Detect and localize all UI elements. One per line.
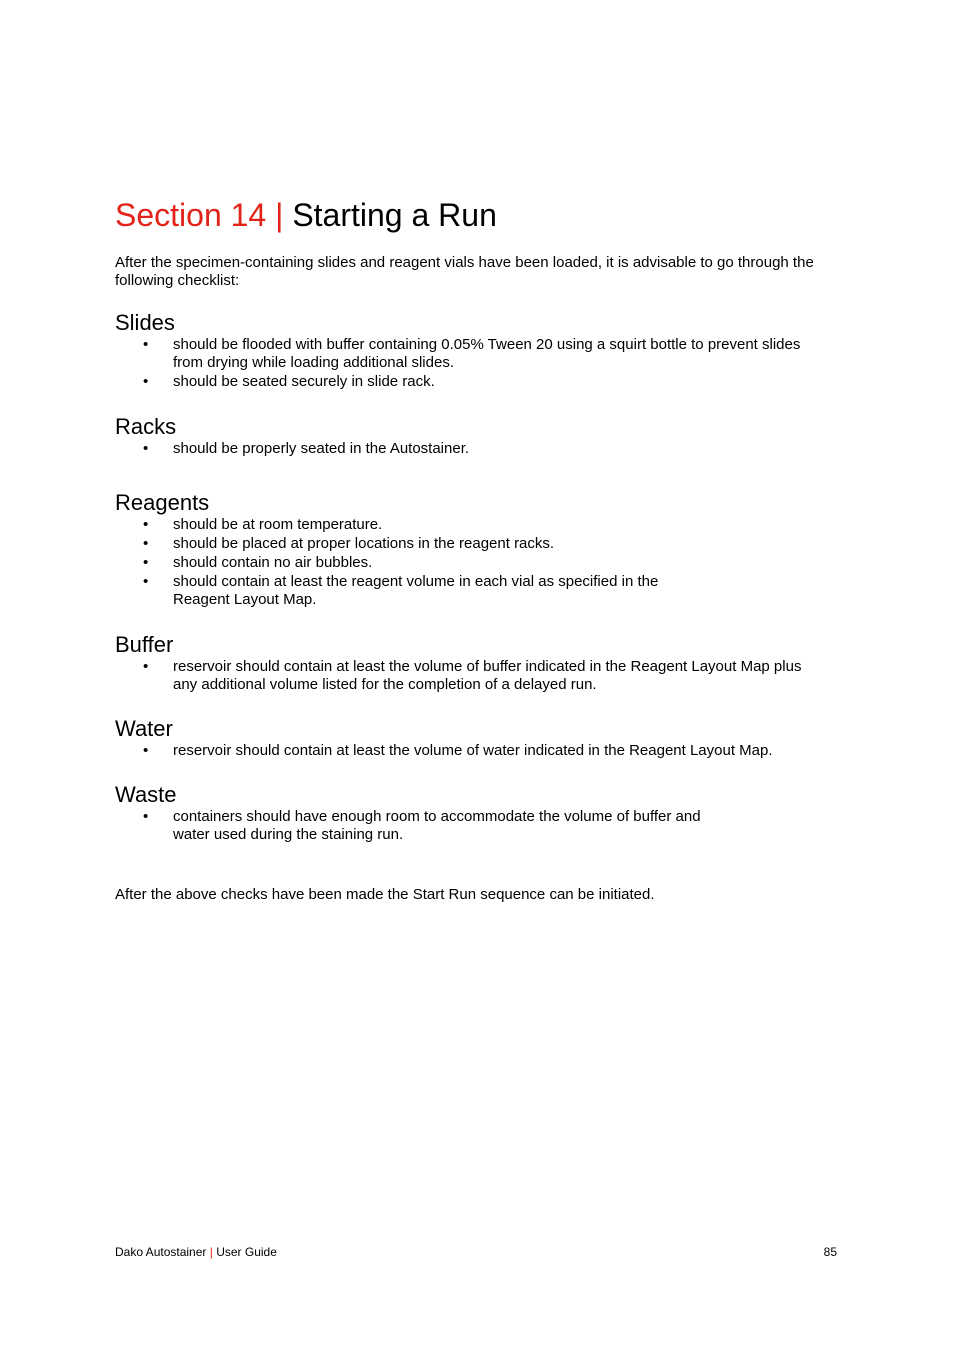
section-heading: Slides — [115, 310, 175, 335]
list-item-text: should contain at least the reagent volume in each vial as specified in the Reagent Layout Map. — [173, 573, 659, 608]
bullet-icon: • — [143, 658, 149, 675]
list-item-text: should be flooded with buffer containing 0.05% Tween 20 using a squirt bottle to prevent slides from drying while loading additional slides. — [173, 336, 801, 371]
section-heading: Buffer — [115, 632, 174, 657]
page-title — [115, 194, 497, 236]
bullet-list — [115, 742, 845, 760]
list-item-text: containers should have enough room to accommodate the volume of buffer and water used during the staining run. — [173, 808, 701, 843]
bullet-icon: • — [143, 336, 149, 353]
list-item — [115, 336, 813, 372]
list-item-text: should be seated securely in slide rack. — [173, 373, 435, 390]
bullet-list — [115, 516, 845, 609]
list-item — [115, 658, 813, 694]
bullet-list — [115, 440, 845, 458]
bullet-list — [115, 808, 845, 844]
checklist-section-racks — [115, 414, 845, 459]
list-item — [115, 440, 813, 458]
list-item — [115, 373, 813, 391]
bullet-list — [115, 658, 845, 694]
bullet-icon: • — [143, 535, 149, 552]
list-item-text: reservoir should contain at least the volume of water indicated in the Reagent Layout Map. — [173, 742, 773, 759]
intro-paragraph: After the specimen-containing slides and reagent vials have been loaded, it is advisable to go through the following checklist: — [115, 254, 814, 289]
bullet-icon: • — [143, 516, 149, 533]
bullet-icon: • — [143, 742, 149, 759]
checklist-section-waste — [115, 782, 845, 845]
bullet-icon: • — [143, 373, 149, 390]
section-title: Starting a Run — [292, 197, 497, 233]
closing-paragraph: After the above checks have been made the Start Run sequence can be initiated. — [115, 886, 655, 903]
bullet-icon: • — [143, 554, 149, 571]
section-heading: Waste — [115, 782, 177, 807]
page-number: 85 — [823, 1245, 837, 1259]
footer-doc: User Guide — [216, 1245, 277, 1259]
checklist-section-reagents — [115, 490, 845, 610]
bullet-list — [115, 336, 845, 391]
checklist-section-buffer — [115, 632, 845, 695]
list-item — [115, 808, 718, 844]
list-item — [115, 554, 813, 572]
bullet-icon: • — [143, 573, 149, 590]
checklist-section-slides — [115, 310, 845, 392]
list-item-text: should be properly seated in the Autostainer. — [173, 440, 470, 457]
list-item — [115, 535, 813, 553]
list-item-text: should be at room temperature. — [173, 516, 383, 533]
footer-doc-title — [115, 1244, 277, 1260]
list-item-text: reservoir should contain at least the volume of buffer indicated in the Reagent Layout Map plus any additional volume listed for the completion of a delayed run. — [173, 658, 802, 693]
footer-product: Dako Autostainer — [115, 1245, 207, 1259]
section-heading: Reagents — [115, 490, 210, 515]
list-item — [115, 573, 703, 609]
list-item-text: should be placed at proper locations in the reagent racks. — [173, 535, 555, 552]
section-heading: Racks — [115, 414, 177, 439]
list-item — [115, 742, 833, 760]
footer-separator: | — [209, 1245, 213, 1259]
checklist-section-water — [115, 716, 845, 761]
section-heading: Water — [115, 716, 173, 741]
bullet-icon: • — [143, 440, 149, 457]
list-item — [115, 516, 813, 534]
bullet-icon: • — [143, 808, 149, 825]
section-number: Section 14 | — [115, 197, 284, 233]
list-item-text: should contain no air bubbles. — [173, 554, 373, 571]
